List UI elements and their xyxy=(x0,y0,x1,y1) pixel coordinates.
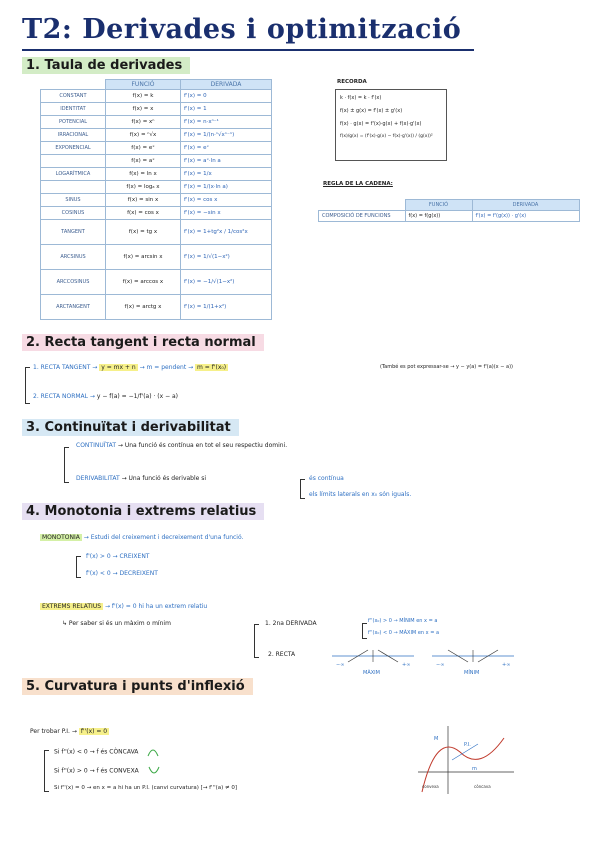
method-line: 2. RECTA xyxy=(268,651,296,658)
tangent-equation: y = mx + n xyxy=(101,364,136,371)
section-2-heading: 2. Recta tangent i recta normal xyxy=(22,334,264,351)
recorda-line: f(x) ± g(x) = f'(x) ± g'(x) xyxy=(340,108,403,114)
table-row xyxy=(41,103,272,116)
chain-header-derivative: DERIVADA xyxy=(472,200,579,211)
row-derivative: f'(x) = 0 xyxy=(181,90,272,103)
row-derivative: f'(x) = −sin x xyxy=(181,207,272,220)
row-name: ARCCOSINUS xyxy=(41,270,106,295)
slope-label: → m = pendent → xyxy=(139,364,194,371)
chain-header-function: FUNCIÓ xyxy=(405,200,472,211)
row-derivative: f'(x) = 1/√(1−x²) xyxy=(181,245,272,270)
table-row xyxy=(41,155,272,168)
max-rule: f''(x₀) < 0 → MÀXIM en x = a xyxy=(368,630,440,636)
derivability-label: DERIVABILITAT xyxy=(76,475,120,482)
chain-row-function: f(x) = f(g(x)) xyxy=(405,211,472,222)
derivability-bracket xyxy=(300,479,305,499)
row-name: ARCSINUS xyxy=(41,245,106,270)
slope-equation: m = f'(x₀) xyxy=(197,364,227,371)
derivability-text: → Una funció és derivable si xyxy=(121,475,207,482)
chain-rule-table xyxy=(318,199,580,222)
extrems-row xyxy=(40,603,207,610)
chain-row-derivative: f'(x) = f'(g(x)) · g'(x) xyxy=(472,211,579,222)
extrems-text: → f'(x) = 0 hi ha un extrem relatiu xyxy=(104,603,208,610)
normal-line-row xyxy=(33,393,178,400)
row-function: f(x) = logₐ x xyxy=(106,181,181,194)
derivability-cond-2: els límits laterals en x₀ són iguals. xyxy=(309,491,412,498)
row-function: f(x) = sin x xyxy=(106,194,181,207)
section-5-heading: 5. Curvatura i punts d'inflexió xyxy=(22,678,253,695)
extrems-bracket xyxy=(254,624,259,658)
row-function: f(x) = tg x xyxy=(106,220,181,245)
monotonia-label: MONOTONIA xyxy=(42,534,80,541)
recorda-label: RECORDA xyxy=(337,79,367,85)
method-2nd-derivative: 1. 2na DERIVADA xyxy=(265,620,317,627)
monotonia-text: → Estudi del creixement i decreixement d'una funció. xyxy=(83,534,244,541)
convex-rule-text: Si f''(x) > 0 → f és CONVEXA xyxy=(54,767,139,775)
graph-pi-label: P.I. xyxy=(464,742,471,748)
decreasing-rule: f'(x) < 0 → DECREIXENT xyxy=(86,570,158,577)
row-name: EXPONENCIAL xyxy=(41,142,106,155)
recorda-line: f(x) · g(x) = f'(x)·g(x) + f(x)·g'(x) xyxy=(340,121,422,127)
graph-max-label: M xyxy=(434,736,439,742)
row-name xyxy=(41,181,106,194)
graph-min-label: m xyxy=(472,766,477,772)
min-sign-diagram xyxy=(428,644,518,676)
row-derivative: f'(x) = n·xⁿ⁻¹ xyxy=(181,116,272,129)
concave-icon xyxy=(146,747,160,757)
row-derivative: f'(x) = aˣ·ln a xyxy=(181,155,272,168)
table-row xyxy=(41,90,272,103)
graph-concave-label: còncava xyxy=(474,784,491,789)
row-function: f(x) = ⁿ√x xyxy=(106,129,181,142)
min-label: MÍNIM xyxy=(464,670,480,676)
row-derivative: f'(x) = −1/√(1−x²) xyxy=(181,270,272,295)
row-function: f(x) = arcsin x xyxy=(106,245,181,270)
min-rule: f''(x₀) > 0 → MÍNIM en x = a xyxy=(368,618,438,624)
row-function: f(x) = arccos x xyxy=(106,270,181,295)
curvature-bracket xyxy=(44,750,49,792)
tangent-note: (També es pot expressar-se → y − y(a) = f'(a)(x − a)) xyxy=(380,364,513,370)
row-function: f(x) = k xyxy=(106,90,181,103)
row-name xyxy=(41,155,106,168)
row-derivative: f'(x) = 1/x xyxy=(181,168,272,181)
row-derivative: f'(x) = cos x xyxy=(181,194,272,207)
concave-rule-text: Si f''(x) < 0 → f és CÒNCAVA xyxy=(54,748,139,756)
min-neg-inf: −∞ xyxy=(436,662,445,668)
normal-label: 2. RECTA NORMAL → xyxy=(33,393,95,400)
row-derivative: f'(x) = 1/(n·ⁿ√xⁿ⁻¹) xyxy=(181,129,272,142)
row-derivative: f'(x) = 1 xyxy=(181,103,272,116)
curvature-graph xyxy=(408,722,518,797)
recorda-line: f(x)/g(x) = (f'(x)·g(x) − f(x)·g'(x)) / (g(x))² xyxy=(340,134,433,139)
row-function: f(x) = aˣ xyxy=(106,155,181,168)
section-4-heading: 4. Monotonia i extrems relatius xyxy=(22,503,264,520)
second-derivative-bracket xyxy=(362,623,367,639)
tangent-label: 1. RECTA TANGENT → xyxy=(33,364,98,371)
monotonia-bracket xyxy=(76,556,81,578)
section-2-bracket xyxy=(25,367,30,404)
row-function: f(x) = x xyxy=(106,103,181,116)
chain-row-name: COMPOSICIÓ DE FUNCIONS xyxy=(319,211,406,222)
inflection-equation: f''(x) = 0 xyxy=(80,728,108,735)
table-row xyxy=(41,129,272,142)
tangent-line-row xyxy=(33,364,228,371)
graph-convex-label: convexa xyxy=(422,784,439,789)
min-pos-inf: +∞ xyxy=(502,662,511,668)
row-name: TANGENT xyxy=(41,220,106,245)
continuity-label: CONTINUÏTAT xyxy=(76,442,116,449)
normal-equation: y − f(a) = −1/f'(a) · (x − a) xyxy=(96,393,179,400)
row-name: LOGARÍTMICA xyxy=(41,168,106,181)
table-header-function: FUNCIÓ xyxy=(106,80,181,90)
inflection-row xyxy=(30,728,109,735)
row-name: CONSTANT xyxy=(41,90,106,103)
row-name: IDENTITAT xyxy=(41,103,106,116)
table-row xyxy=(41,270,272,295)
row-name: SINUS xyxy=(41,194,106,207)
derivatives-table xyxy=(40,79,272,320)
table-row xyxy=(41,116,272,129)
table-row xyxy=(41,181,272,194)
recorda-line: k · f(x) = k · f'(x) xyxy=(340,95,382,101)
table-row xyxy=(41,194,272,207)
max-neg-inf: −∞ xyxy=(336,662,345,668)
concave-rule xyxy=(54,747,160,757)
section-1-heading: 1. Taula de derivades xyxy=(22,57,190,74)
row-function: f(x) = cos x xyxy=(106,207,181,220)
increasing-rule: f'(x) > 0 → CREIXENT xyxy=(86,553,150,560)
convex-rule xyxy=(54,766,161,776)
table-row xyxy=(41,142,272,155)
page-title: T2: Derivades i optimització xyxy=(22,14,462,45)
row-derivative: f'(x) = 1+tg²x / 1/cos²x xyxy=(181,220,272,245)
max-label: MÀXIM xyxy=(363,670,380,676)
monotonia-row xyxy=(40,534,243,541)
row-function: f(x) = arctg x xyxy=(106,295,181,320)
table-row xyxy=(41,295,272,320)
inflection-label: Per trobar P.I. → xyxy=(30,728,77,735)
row-function: f(x) = eˣ xyxy=(106,142,181,155)
row-function: f(x) = ln x xyxy=(106,168,181,181)
recorda-box xyxy=(335,89,447,161)
row-function: f(x) = xⁿ xyxy=(106,116,181,129)
convex-icon xyxy=(147,766,161,776)
row-name: IRRACIONAL xyxy=(41,129,106,142)
table-row xyxy=(41,245,272,270)
continuity-row xyxy=(76,442,287,449)
inflection-rule: Si f''(x) = 0 → en x = a hi ha un P.I. (canvi curvatura) [→ f'''(a) ≠ 0] xyxy=(54,785,238,791)
extrems-label: EXTREMS RELATIUS xyxy=(42,603,102,610)
max-pos-inf: +∞ xyxy=(402,662,411,668)
chain-rule-label: REGLA DE LA CADENA: xyxy=(323,181,393,187)
row-derivative: f'(x) = eˣ xyxy=(181,142,272,155)
table-header-derivative: DERIVADA xyxy=(181,80,272,90)
title-underline xyxy=(22,49,474,51)
table-row xyxy=(41,168,272,181)
row-derivative: f'(x) = 1/(x·ln a) xyxy=(181,181,272,194)
row-name: COSINUS xyxy=(41,207,106,220)
continuity-text: → Una funció és contínua en tot el seu respectiu domini. xyxy=(117,442,288,449)
max-sign-diagram xyxy=(328,644,418,676)
section-3-bracket xyxy=(64,447,69,483)
derivability-cond-1: és contínua xyxy=(309,475,344,482)
table-row xyxy=(41,207,272,220)
row-name: POTENCIAL xyxy=(41,116,106,129)
table-header-row xyxy=(41,80,272,90)
row-name: ARCTANGENT xyxy=(41,295,106,320)
extrems-sub: ↳ Per saber si és un màxim o mínim xyxy=(62,620,171,627)
table-row xyxy=(41,220,272,245)
derivability-row xyxy=(76,475,206,482)
section-3-heading: 3. Continuïtat i derivabilitat xyxy=(22,419,239,436)
row-derivative: f'(x) = 1/(1+x²) xyxy=(181,295,272,320)
